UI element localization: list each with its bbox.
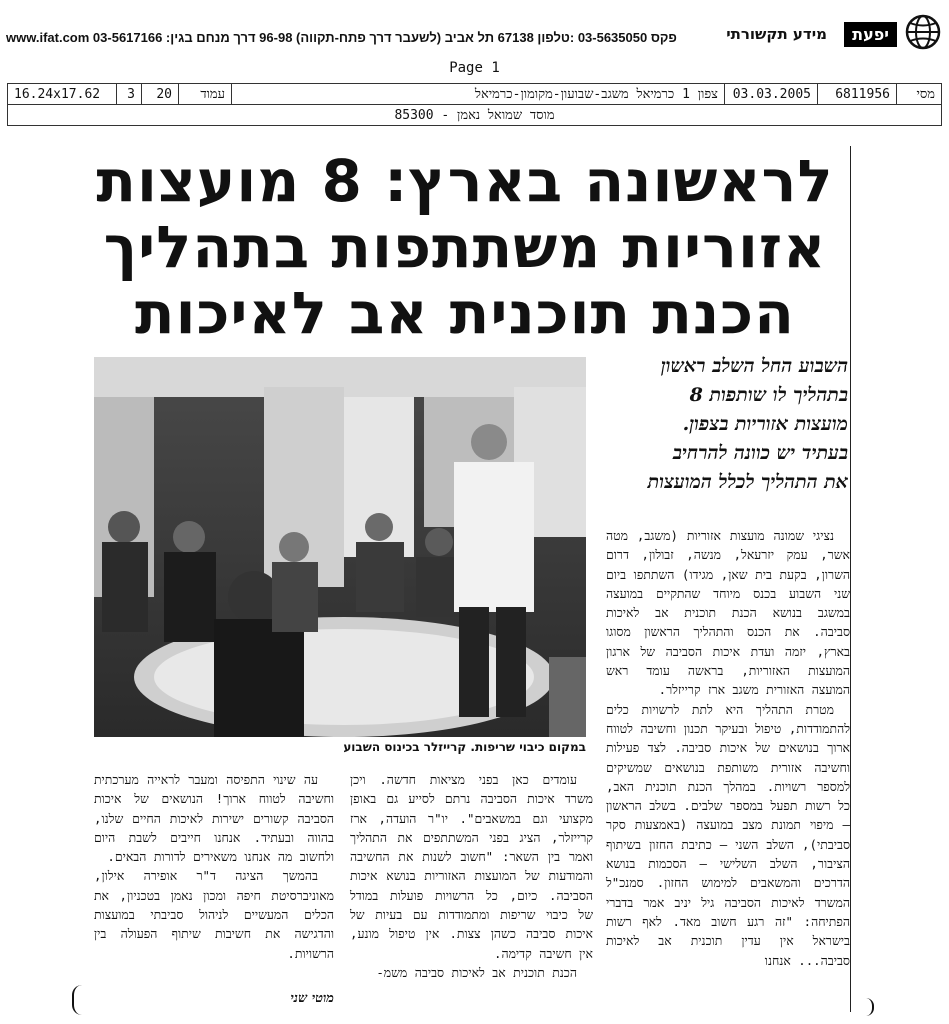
meta-label-id: מסי [897,84,942,105]
agency-contact-line: www.ifat.com 03-5617166 :פקס 03-5635050 :טלפון 67138 תל אביב (לשעבר דרך פתח-תקווה) 96-98 דרך מנחם בגין [6,30,677,45]
meta-size: 16.24x17.62 [8,84,117,105]
headline-line-1: לראשונה בארץ: 8 מועצות [96,147,834,215]
meta-page: 20 [142,84,179,105]
body-paragraph: עומדים כאן בפני מציאות חדשה. ויכן משרד איכות הסביבה נרתם לסייע גם באופן מקצועי וגם במשאבים". יו"ר הועדה, ארז קרייזלר, הציג בפני המשתתפים את התהליך ואמר בין השאר: "חשוב לשנות את החשיבה והמודעות של המועצות האזוריות בנושא איכות הסביבה. כיום, כל הרשויות פועלות במודל של כיבוי שריפות ומתמודדות עם בעיות של איכות סביבה כשהן צצות. אין טיפול מונע, אין חשיבה קדימה. [350,772,593,961]
clipping-header [0,0,949,60]
body-paragraph: מטרת התהליך היא לתת לרשויות כלים להתמודדות, טיפול ובעיקר תכנון וחשיבה לטווח ארוך בנושאים של איכות סביבה. לצד פעילות וחשיבה אזורית משותפת בנושאים שמשיקים למספר רשויות. במהלך הכנת תוכנית האב, כל רשות תפעל במספר שלבים. בשלב הראשון – מיפוי תמונת מצב במועצה (באמצעות סקר סביבתי), השלב השני – כתיבת החזון בשיתוף הציבור, השלב השלישי – הסכמות בנושא הדרכים והמשאבים למימוש החזון. סמנכ"ל המשרד לאיכות הסביבה גיל יניב אמר בדברי הפתיחה: "זה רגע חשוב מאד. לאף רשות בישראל אין עדין תוכנית אב לאיכות סביבה... אנחנו [606,701,850,968]
page-label: Page 1 [449,60,500,76]
brand-name: יפעת [844,22,897,47]
globe-icon [903,12,943,52]
headline-line-2: אזוריות משתתפות בתהליך [103,213,827,281]
photo-illustration [94,357,586,737]
body-paragraph: הכנת תוכנית אב לאיכות סביבה משמ- [376,964,577,980]
article-lead [596,352,848,497]
body-paragraph: עה שינוי התפיסה ומעבר לראייה מערכתית וחשיבה לטווח ארוך! הנושאים של איכות הסביבה קשורים ישירות לאיכות החיים שלנו, בהווה ובעתיד. אנחנו חייבים לשבת היום ולחשוב מה אנחנו משאירים לדורות הבאים. [94,772,334,865]
body-column-3 [94,770,334,961]
byline: מוטי שני [290,991,334,1006]
clip-mark [72,985,88,1015]
brand-tagline: מידע תקשורתי [726,25,827,43]
article-photo [94,357,586,737]
meta-label-page: עמוד [179,84,232,105]
meta-date: 03.03.2005 [725,84,818,105]
lead-line: את התהליך לכלל המועצות [647,471,848,493]
meta-client: מוסד שמואל נאמן - 85300 [8,105,942,126]
photo-caption: במקום כיבוי שריפות. קרייזלר בכינוס השבוע [343,740,586,754]
lead-line: מועצות אזוריות בצפון. [682,413,848,435]
agency-logo [703,8,943,56]
body-column-2 [350,770,593,1010]
clipping-meta-table [7,83,942,126]
meta-id: 6811956 [818,84,897,105]
meta-section: 3 [117,84,142,105]
meta-publication: צפון 1 כרמיאל משגב-שבועון-מקומון-כרמיאל [232,84,725,105]
headline-line-3: הכנת תוכנית אב לאיכות [135,279,795,347]
body-paragraph: בהמשך הציגה ד"ר אופירה אילון, מאוניברסיטת חיפה ומכון נאמן בטכניון, את הכלים המעשיים לניהול סביבתי במועצות והדגישה את חשיבות שיתוף הפעולה בין הרשויות. [94,868,334,961]
body-column-1 [606,526,850,1016]
lead-line: בתהליך לו שותפות 8 [689,384,848,406]
body-paragraph: נציגי שמונה מועצות אזוריות (משגב, מטה אשר, עמק יזרעאל, מנשה, זבולון, דרום השרון, בקעת בית שאן, מגידו) השתתפו ביום שני השבוע בכנס מיוחד שהתקיים במועצה במשגב בנושא הכנת תוכנית אב לאיכות סביבה. את הכנס והתהליך הראשון מסוגו בארץ, יזמה ועדת איכות הסביבה של ארגון המועצות האזוריות, בראשה עומד ראש המועצה האזורית משגב ארז קרייזלר. [606,528,850,698]
lead-line: השבוע החל השלב ראשון [660,355,848,377]
clip-mark [866,998,874,1016]
column-rule [850,146,851,1012]
lead-line: בעתיד יש כוונה להרחיב [672,442,848,464]
